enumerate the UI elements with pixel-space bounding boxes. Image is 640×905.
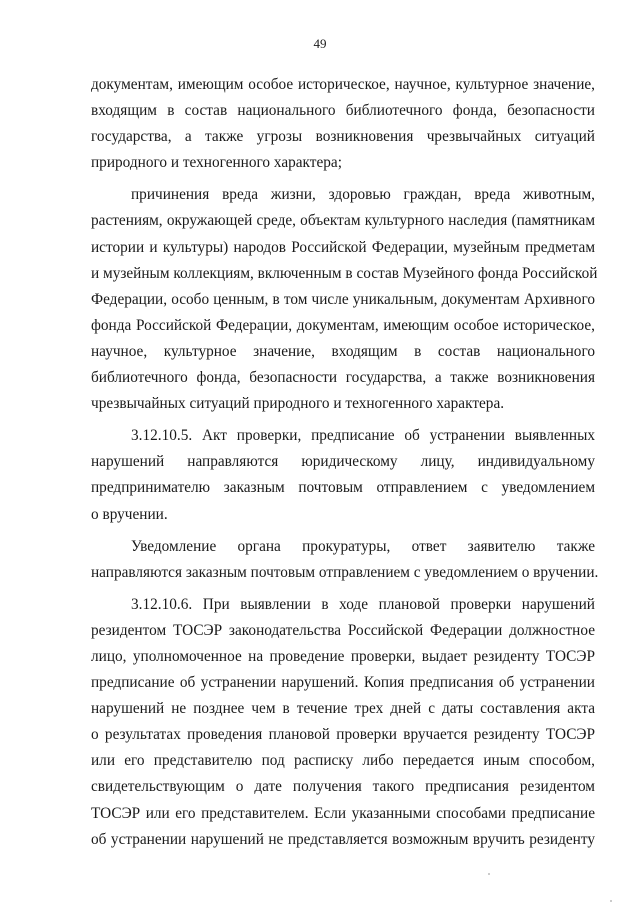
- text-line: Уведомление органа прокуратуры, ответ заявителю также: [131, 537, 595, 555]
- text-line: об устранении нарушений не представляется возможным вручить резиденту: [91, 830, 595, 848]
- text-line: нарушений не позднее чем в течение трех дней с даты составления акта: [91, 700, 595, 718]
- text-line: природного и техногенного характера;: [91, 154, 342, 172]
- text-line: и музейным коллекциям, включенным в состав Музейного фонда Российской: [91, 264, 598, 282]
- text-line: о результатах проведения плановой проверки вручается резиденту ТОСЭР: [91, 726, 595, 744]
- text-line: направляются заказным почтовым отправлением с уведомлением о вручении.: [91, 563, 599, 581]
- text-line: научное, культурное значение, входящим в состав национального: [91, 342, 595, 360]
- text-line: предписание об устранении нарушений. Копия предписания об устранении: [91, 674, 595, 692]
- text-line: нарушений направляются юридическому лицу, индивидуальному: [91, 453, 595, 471]
- paragraph-4: [91, 534, 599, 586]
- text-line: Федерации, особо ценным, в том числе уникальным, документам Архивного: [91, 290, 595, 308]
- text-line: лицо, уполномоченное на проведение проверки, выдает резиденту ТОСЭР: [91, 647, 595, 665]
- text-line: библиотечного фонда, безопасности государства, а также возникновения: [91, 369, 595, 387]
- document-body: [91, 72, 599, 853]
- paragraph-5: [91, 592, 595, 853]
- page-number: 49: [313, 36, 327, 51]
- paragraph-2: [91, 182, 598, 417]
- text-line: ТОСЭР или его представителем. Если указанными способами предписание: [91, 804, 595, 822]
- text-line: фонда Российской Федерации, документам, имеющим особое историческое,: [91, 316, 595, 334]
- text-line: государства, а также угрозы возникновения чрезвычайных ситуаций: [91, 128, 595, 146]
- text-line: входящим в состав национального библиотечного фонда, безопасности: [91, 102, 595, 120]
- text-line: 3.12.10.5. Акт проверки, предписание об устранении выявленных: [131, 427, 595, 445]
- scan-speck: [610, 900, 612, 902]
- text-line: или его представителю под расписку либо передается иным способом,: [91, 752, 595, 770]
- text-line: причинения вреда жизни, здоровью граждан, вреда животным,: [131, 186, 595, 204]
- text-line: истории и культуры) народов Российской Федерации, музейным предметам: [91, 238, 595, 256]
- paragraph-1: [91, 72, 595, 176]
- text-line: свидетельствующим о дате получения такого предписания резидентом: [91, 778, 595, 796]
- text-line: 3.12.10.6. При выявлении в ходе плановой проверки нарушений: [131, 595, 595, 613]
- text-line: резидентом ТОСЭР законодательства Российской Федерации должностное: [91, 621, 595, 639]
- paragraph-3: [91, 423, 595, 527]
- scan-speck: [488, 873, 490, 875]
- text-line: предпринимателю заказным почтовым отправлением с уведомлением: [91, 479, 595, 497]
- text-line: чрезвычайных ситуаций природного и техногенного характера.: [91, 395, 505, 413]
- text-line: растениям, окружающей среде, объектам культурного наследия (памятникам: [91, 212, 595, 230]
- text-line: документам, имеющим особое историческое, научное, культурное значение,: [91, 76, 595, 93]
- text-line: о вручении.: [91, 505, 168, 523]
